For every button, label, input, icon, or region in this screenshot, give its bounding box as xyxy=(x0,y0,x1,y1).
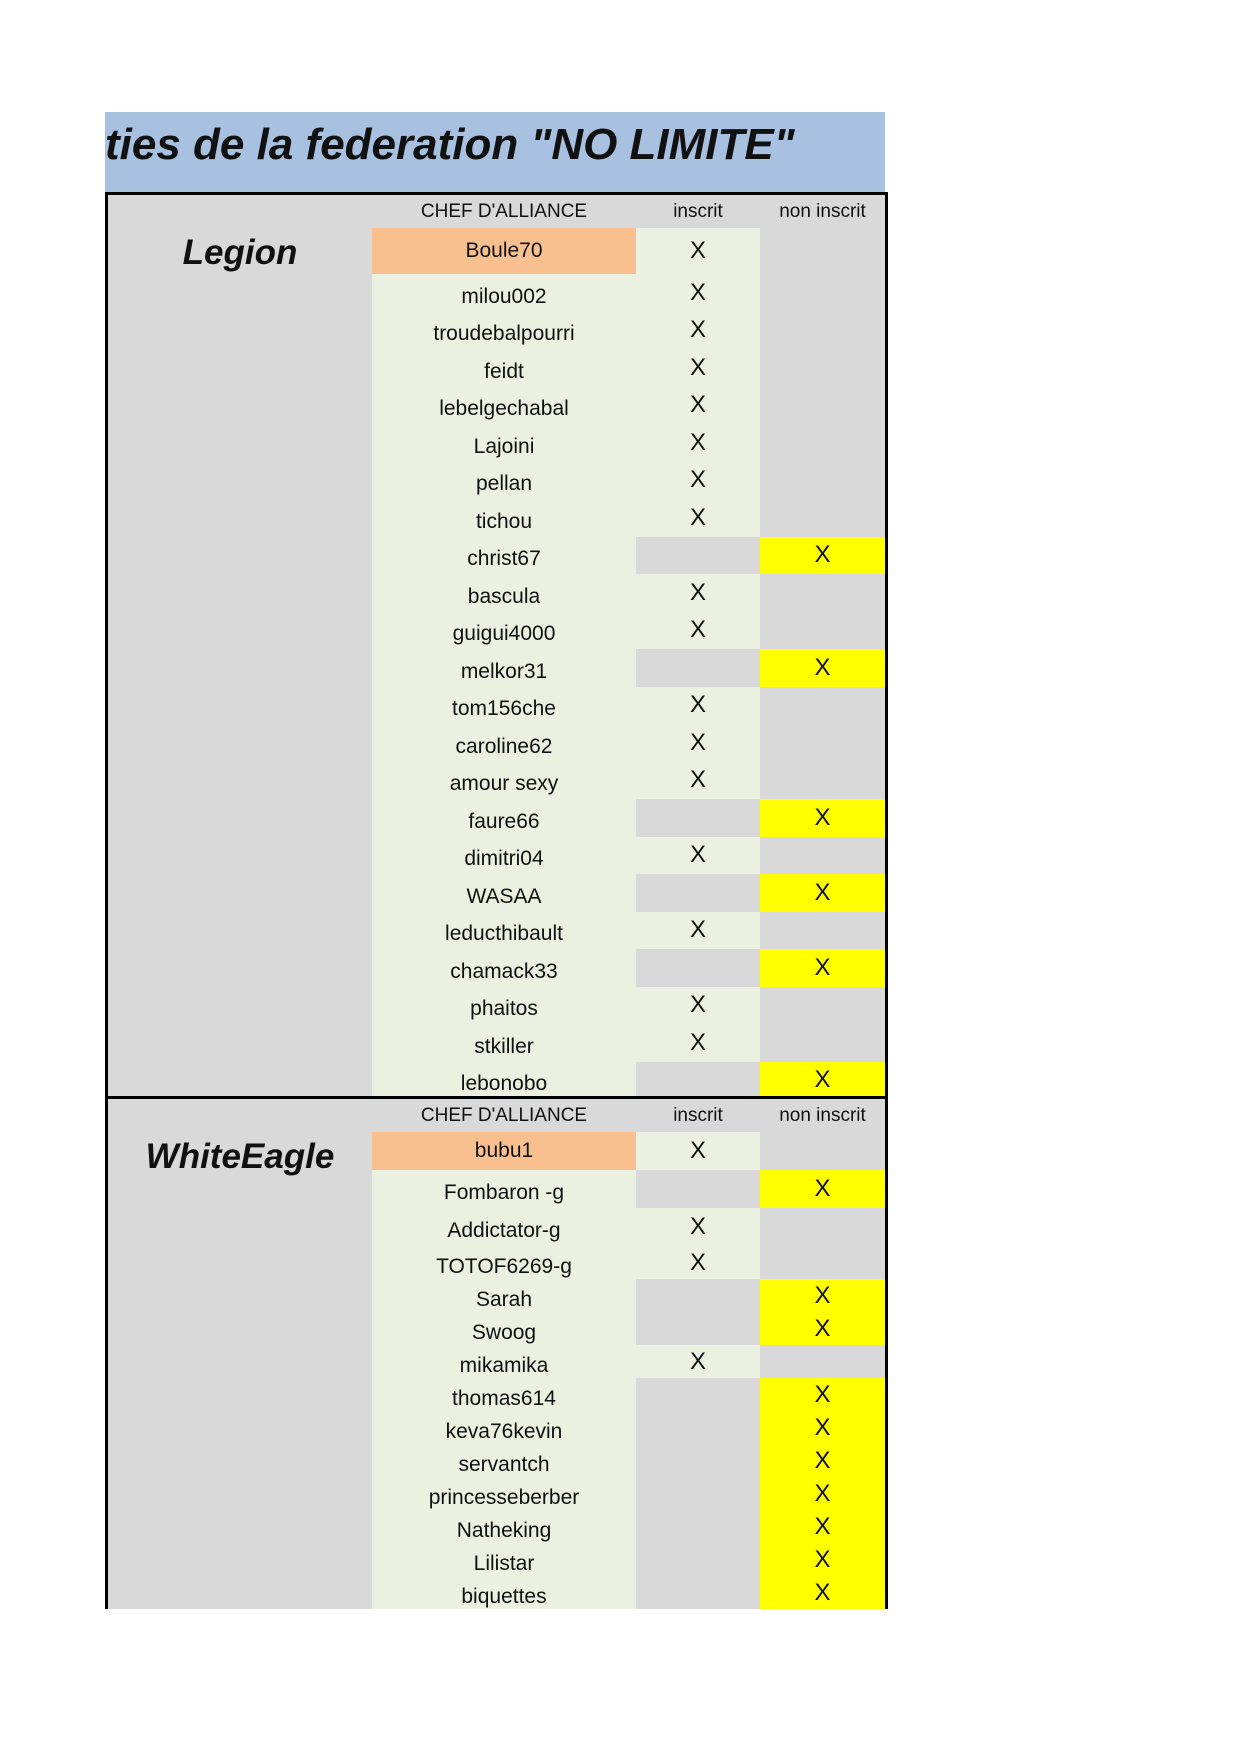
non-inscrit-cell: X xyxy=(760,1170,885,1208)
non-inscrit-cell xyxy=(760,912,885,950)
member-name: Natheking xyxy=(372,1510,636,1543)
member-name: leducthibault xyxy=(372,912,636,950)
member-name: thomas614 xyxy=(372,1378,636,1411)
member-row xyxy=(372,1576,885,1609)
non-inscrit-cell xyxy=(760,228,885,274)
non-inscrit-cell: X xyxy=(760,649,885,687)
inscrit-cell xyxy=(636,1279,760,1312)
non-inscrit-cell xyxy=(760,837,885,875)
inscrit-cell: X xyxy=(636,349,760,387)
inscrit-cell: X xyxy=(636,1246,760,1279)
member-row xyxy=(372,1312,885,1345)
border-top xyxy=(105,1096,888,1099)
member-row xyxy=(372,987,885,1025)
member-name: WASAA xyxy=(372,874,636,912)
non-inscrit-cell: X xyxy=(760,1279,885,1312)
alliance-section-legion xyxy=(105,192,885,1099)
non-inscrit-cell xyxy=(760,762,885,800)
non-inscrit-cell xyxy=(760,1345,885,1378)
member-name: keva76kevin xyxy=(372,1411,636,1444)
header-row xyxy=(372,195,885,228)
page-title: ties de la federation "NO LIMITE" xyxy=(105,120,795,169)
inscrit-cell: X xyxy=(636,1024,760,1062)
inscrit-cell: X xyxy=(636,724,760,762)
header-chef: CHEF D'ALLIANCE xyxy=(420,200,588,222)
member-row xyxy=(372,1279,885,1312)
member-row xyxy=(372,228,885,274)
non-inscrit-cell: X xyxy=(760,1411,885,1444)
alliance-column xyxy=(108,195,372,1099)
inscrit-cell xyxy=(636,874,760,912)
inscrit-cell xyxy=(636,1543,760,1576)
inscrit-cell xyxy=(636,1378,760,1411)
non-inscrit-cell xyxy=(760,312,885,350)
member-row xyxy=(372,949,885,987)
member-name: Lajoini xyxy=(372,424,636,462)
member-name: christ67 xyxy=(372,537,636,575)
member-row xyxy=(372,1543,885,1576)
non-inscrit-cell: X xyxy=(760,1312,885,1345)
member-row xyxy=(372,799,885,837)
non-inscrit-cell: X xyxy=(760,537,885,575)
member-row xyxy=(372,424,885,462)
inscrit-cell: X xyxy=(636,837,760,875)
member-row xyxy=(372,1208,885,1246)
alliance-name: Legion xyxy=(182,233,298,272)
member-row xyxy=(372,687,885,725)
non-inscrit-cell: X xyxy=(760,949,885,987)
member-name: biquettes xyxy=(372,1576,636,1609)
inscrit-cell: X xyxy=(636,387,760,425)
non-inscrit-cell xyxy=(760,987,885,1025)
alliance-column xyxy=(108,1099,372,1609)
member-row xyxy=(372,312,885,350)
member-row xyxy=(372,1132,885,1170)
border-right xyxy=(885,192,888,1099)
member-name: faure66 xyxy=(372,799,636,837)
member-name: stkiller xyxy=(372,1024,636,1062)
member-name: Sarah xyxy=(372,1279,636,1312)
member-row xyxy=(372,1246,885,1279)
member-name: amour sexy xyxy=(372,762,636,800)
non-inscrit-cell xyxy=(760,1208,885,1246)
member-name: servantch xyxy=(372,1444,636,1477)
member-name: Boule70 xyxy=(372,228,636,274)
non-inscrit-cell: X xyxy=(760,1543,885,1576)
non-inscrit-cell xyxy=(760,462,885,500)
inscrit-cell: X xyxy=(636,228,760,274)
inscrit-cell: X xyxy=(636,912,760,950)
border-top xyxy=(105,192,888,195)
member-row xyxy=(372,1345,885,1378)
alliance-section-whiteeagle xyxy=(105,1096,885,1609)
inscrit-cell: X xyxy=(636,462,760,500)
inscrit-cell xyxy=(636,1411,760,1444)
header-row xyxy=(372,1099,885,1132)
member-name: mikamika xyxy=(372,1345,636,1378)
member-row xyxy=(372,349,885,387)
member-row xyxy=(372,1411,885,1444)
member-row xyxy=(372,1510,885,1543)
non-inscrit-cell xyxy=(760,574,885,612)
non-inscrit-cell xyxy=(760,724,885,762)
member-name: Swoog xyxy=(372,1312,636,1345)
member-row xyxy=(372,762,885,800)
member-name: Addictator-g xyxy=(372,1208,636,1246)
inscrit-cell: X xyxy=(636,987,760,1025)
member-row xyxy=(372,537,885,575)
title-bar xyxy=(105,112,885,192)
inscrit-cell xyxy=(636,1576,760,1609)
non-inscrit-cell xyxy=(760,1246,885,1279)
inscrit-cell: X xyxy=(636,687,760,725)
member-name: lebelgechabal xyxy=(372,387,636,425)
inscrit-cell xyxy=(636,1477,760,1510)
border-right xyxy=(885,1096,888,1609)
inscrit-cell xyxy=(636,1510,760,1543)
member-name: princesseberber xyxy=(372,1477,636,1510)
inscrit-cell xyxy=(636,1062,760,1100)
member-name: phaitos xyxy=(372,987,636,1025)
header-inscrit: inscrit xyxy=(673,1104,723,1126)
inscrit-cell: X xyxy=(636,274,760,312)
inscrit-cell: X xyxy=(636,499,760,537)
non-inscrit-cell xyxy=(760,612,885,650)
member-row xyxy=(372,1444,885,1477)
inscrit-cell: X xyxy=(636,312,760,350)
inscrit-cell xyxy=(636,1444,760,1477)
inscrit-cell: X xyxy=(636,1208,760,1246)
non-inscrit-cell xyxy=(760,424,885,462)
member-row xyxy=(372,874,885,912)
member-name: troudebalpourri xyxy=(372,312,636,350)
border-left xyxy=(105,192,108,1099)
non-inscrit-cell: X xyxy=(760,799,885,837)
alliance-name: WhiteEagle xyxy=(145,1137,335,1176)
inscrit-cell: X xyxy=(636,574,760,612)
border-left xyxy=(105,1096,108,1609)
member-name: guigui4000 xyxy=(372,612,636,650)
non-inscrit-cell xyxy=(760,387,885,425)
header-inscrit: inscrit xyxy=(673,200,723,222)
member-name: chamack33 xyxy=(372,949,636,987)
member-row xyxy=(372,387,885,425)
header-non-inscrit: non inscrit xyxy=(779,200,866,222)
non-inscrit-cell xyxy=(760,499,885,537)
non-inscrit-cell xyxy=(760,274,885,312)
member-row xyxy=(372,1378,885,1411)
non-inscrit-cell xyxy=(760,687,885,725)
inscrit-cell: X xyxy=(636,1345,760,1378)
member-name: bascula xyxy=(372,574,636,612)
non-inscrit-cell: X xyxy=(760,1510,885,1543)
member-row xyxy=(372,649,885,687)
non-inscrit-cell: X xyxy=(760,1062,885,1100)
header-non-inscrit: non inscrit xyxy=(779,1104,866,1126)
member-row xyxy=(372,612,885,650)
non-inscrit-cell: X xyxy=(760,874,885,912)
member-row xyxy=(372,499,885,537)
member-name: dimitri04 xyxy=(372,837,636,875)
member-name: bubu1 xyxy=(372,1132,636,1170)
member-name: caroline62 xyxy=(372,724,636,762)
member-row xyxy=(372,1170,885,1208)
member-name: melkor31 xyxy=(372,649,636,687)
member-name: tichou xyxy=(372,499,636,537)
inscrit-cell: X xyxy=(636,424,760,462)
header-chef: CHEF D'ALLIANCE xyxy=(420,1104,588,1126)
inscrit-cell: X xyxy=(636,1132,760,1170)
member-name: tom156che xyxy=(372,687,636,725)
member-row xyxy=(372,574,885,612)
non-inscrit-cell: X xyxy=(760,1576,885,1609)
member-row xyxy=(372,912,885,950)
member-row xyxy=(372,1062,885,1100)
member-name: milou002 xyxy=(372,274,636,312)
inscrit-cell xyxy=(636,537,760,575)
member-row xyxy=(372,1024,885,1062)
member-name: Lilistar xyxy=(372,1543,636,1576)
non-inscrit-cell: X xyxy=(760,1477,885,1510)
non-inscrit-cell: X xyxy=(760,1378,885,1411)
inscrit-cell xyxy=(636,649,760,687)
non-inscrit-cell xyxy=(760,349,885,387)
inscrit-cell: X xyxy=(636,612,760,650)
non-inscrit-cell xyxy=(760,1132,885,1170)
member-row xyxy=(372,724,885,762)
inscrit-cell xyxy=(636,799,760,837)
non-inscrit-cell: X xyxy=(760,1444,885,1477)
non-inscrit-cell xyxy=(760,1024,885,1062)
member-row xyxy=(372,837,885,875)
inscrit-cell: X xyxy=(636,762,760,800)
member-name: pellan xyxy=(372,462,636,500)
member-row xyxy=(372,274,885,312)
member-name: TOTOF6269-g xyxy=(372,1246,636,1279)
inscrit-cell xyxy=(636,949,760,987)
member-name: feidt xyxy=(372,349,636,387)
member-row xyxy=(372,462,885,500)
inscrit-cell xyxy=(636,1312,760,1345)
inscrit-cell xyxy=(636,1170,760,1208)
member-row xyxy=(372,1477,885,1510)
member-name: lebonobo xyxy=(372,1062,636,1100)
member-name: Fombaron -g xyxy=(372,1170,636,1208)
